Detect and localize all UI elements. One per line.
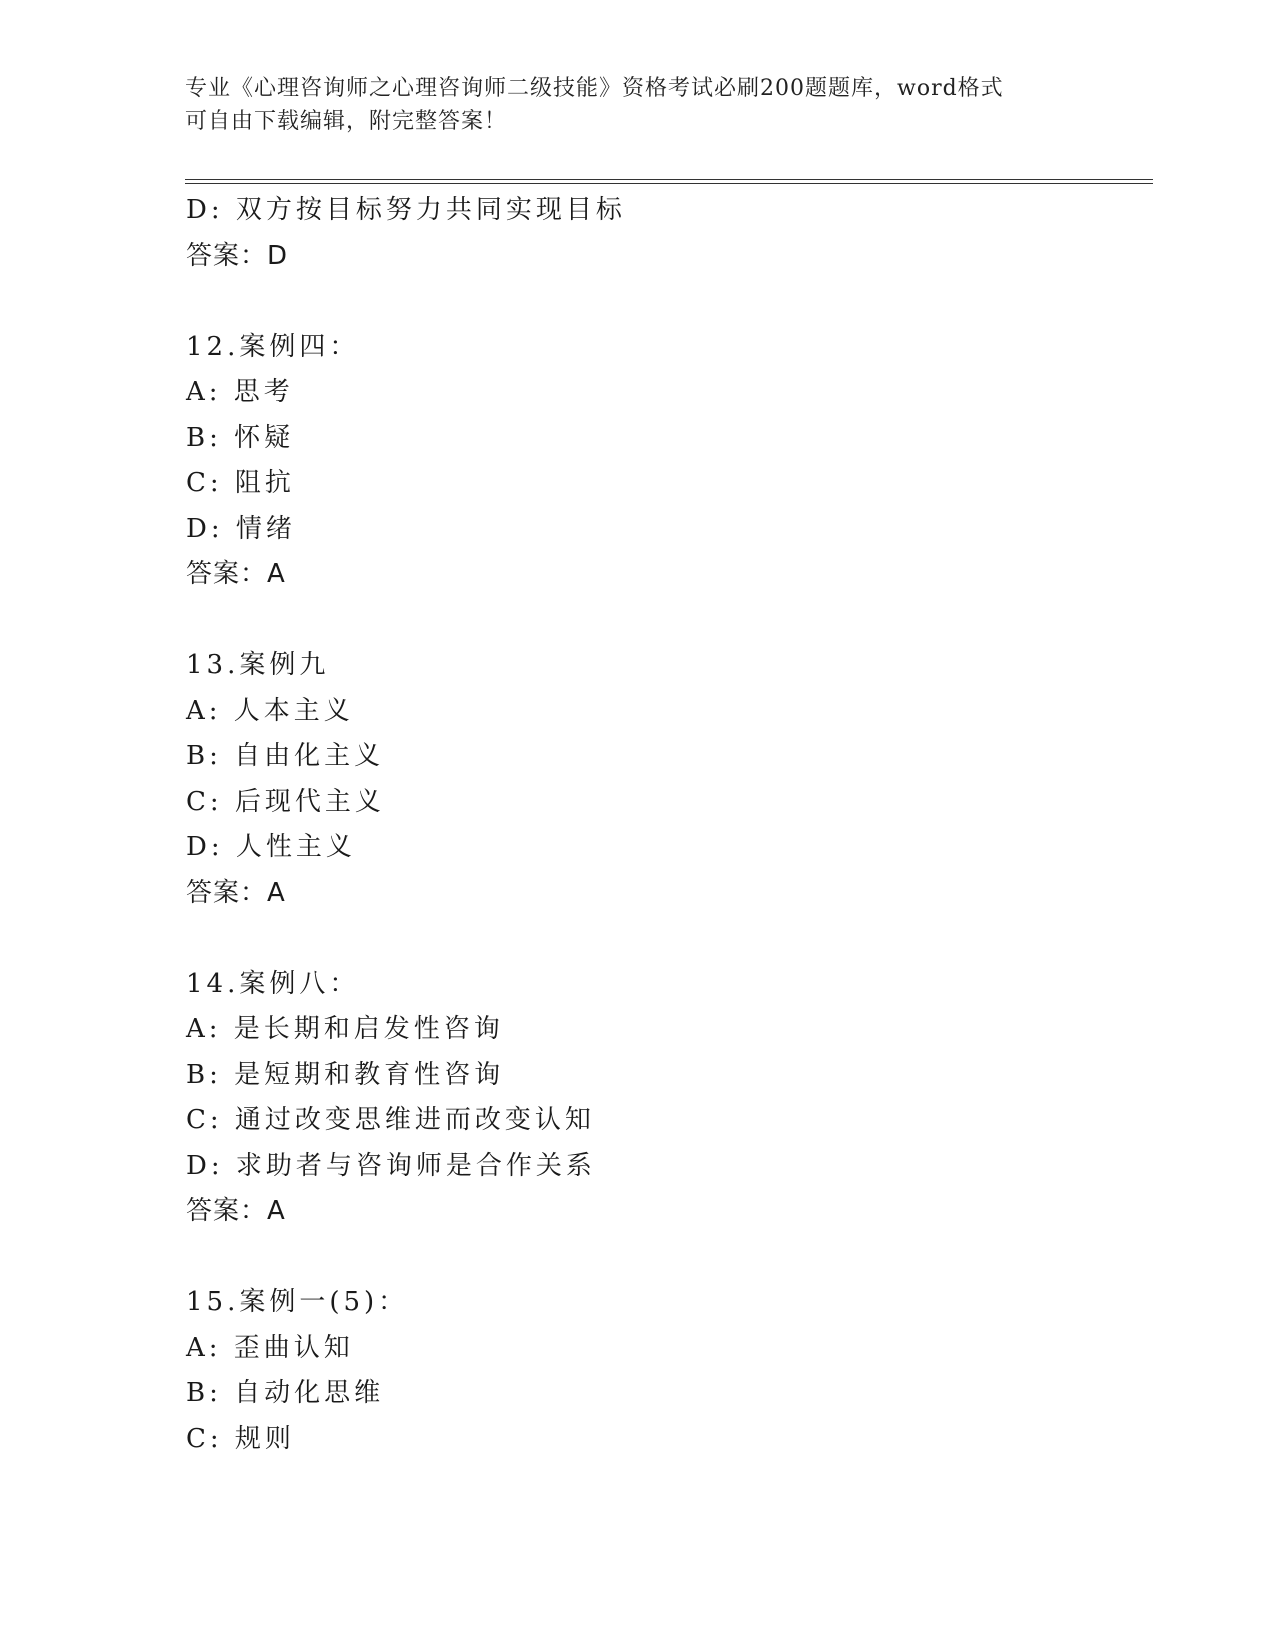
option-c: C: 后现代主义 (186, 786, 385, 817)
option-b: B: 自由化主义 (186, 741, 385, 771)
option-c: C: 通过改变思维进而改变认知 (186, 1105, 595, 1135)
question-stem: 13.案例九 (186, 650, 330, 680)
option-d: D: 双方按目标努力共同实现目标 (186, 195, 626, 225)
question-block-15 (186, 1280, 1146, 1462)
spacer (186, 916, 1146, 962)
option-b: B: 自动化思维 (186, 1378, 385, 1408)
header-divider-top (185, 179, 1153, 180)
header-line-1: 专业《心理咨询师之心理咨询师二级技能》资格考试必刷200题题库，word格式 (185, 76, 1004, 101)
header-divider-bottom (185, 183, 1153, 184)
option-a: A: 是长期和启发性咨询 (186, 1014, 504, 1044)
option-a: A: 人本主义 (186, 695, 354, 726)
question-stem: 14.案例八： (186, 968, 360, 999)
option-a: A: 歪曲认知 (186, 1332, 354, 1363)
option-b: B: 是短期和教育性咨询 (186, 1059, 505, 1090)
question-block-12 (186, 325, 1146, 598)
question-list (186, 188, 1146, 1462)
spacer (186, 279, 1146, 325)
answer-line: 答案：A (186, 559, 286, 589)
question-stem: 15.案例一(5)： (186, 1287, 409, 1317)
document-header (185, 72, 1085, 138)
answer-line: 答案：A (186, 1196, 286, 1226)
question-block-14 (186, 962, 1146, 1235)
question-block-13 (186, 643, 1146, 916)
option-b: B: 怀疑 (186, 422, 295, 453)
question-stem: 12.案例四： (186, 331, 360, 362)
answer-line: 答案：D (186, 240, 289, 271)
option-d: D: 求助者与咨询师是合作关系 (186, 1150, 596, 1181)
option-c: C: 规则 (186, 1423, 295, 1454)
answer-line: 答案：A (186, 877, 286, 908)
header-line-2: 可自由下载编辑，附完整答案！ (185, 109, 508, 134)
option-c: C: 阻抗 (186, 468, 295, 498)
spacer (186, 598, 1146, 644)
option-d: D: 情绪 (186, 513, 296, 544)
option-a: A: 思考 (186, 377, 294, 407)
option-d: D: 人性主义 (186, 832, 356, 862)
spacer (186, 1235, 1146, 1281)
